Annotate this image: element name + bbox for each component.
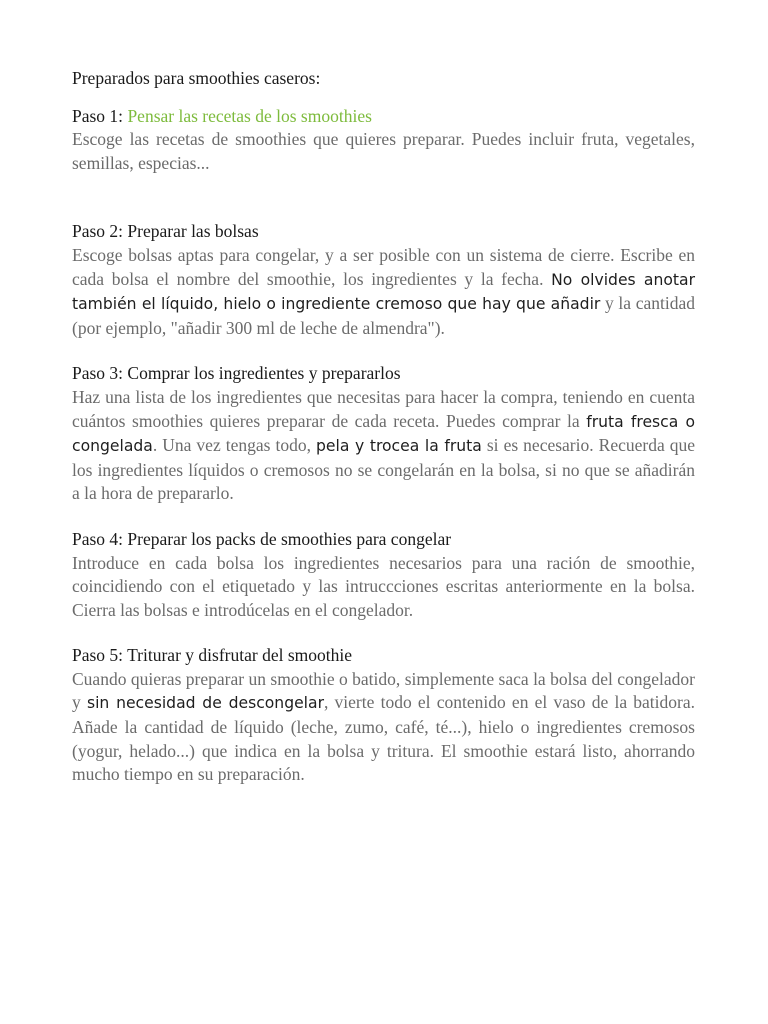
step-3-highlight-1: fruta fresca o congelada bbox=[72, 412, 695, 456]
step-1 bbox=[72, 105, 695, 176]
step-2-title: Paso 2: Preparar las bolsas bbox=[72, 221, 259, 242]
step-5-body bbox=[72, 668, 695, 787]
step-1-body bbox=[72, 128, 695, 175]
step-5-text-1: Cuando quieras preparar un smoothie o batido, simplemente saca la bolsa del congelador y bbox=[72, 668, 695, 713]
step-3-text-3: si es necesario. Recuerda que los ingredientes líquidos o cremosos no se congelarán en la bolsa, si no que se añadirán a la hora de prepararlo. bbox=[72, 435, 696, 504]
step-3-highlight-2: pela y trocea la fruta bbox=[316, 437, 482, 456]
step-2-text-2: y la cantidad (por ejemplo, "añadir 300 ml de leche de almendra"). bbox=[72, 293, 696, 338]
step-4-body bbox=[72, 552, 695, 623]
document-title: Preparados para smoothies caseros: bbox=[72, 68, 321, 88]
step-3-text-2: . Una vez tengas todo, bbox=[152, 435, 316, 456]
step-4-text: Introduce en cada bolsa los ingredientes necesarios para una ración de smoothie, coincidiendo con el etiquetado y las intruccciones escritas anteriormente en la bolsa. Cierra las bolsas e introdúcelas en el congelador. bbox=[72, 552, 695, 620]
step-5 bbox=[72, 644, 695, 787]
step-3 bbox=[72, 362, 695, 506]
step-1-title bbox=[72, 105, 695, 129]
step-4-title: Paso 4: Preparar los packs de smoothies para congelar bbox=[72, 528, 452, 549]
step-5-highlight: sin necesidad de descongelar bbox=[86, 694, 324, 713]
step-5-text-2: , vierte todo el contenido en el vaso de la batidora. Añade la cantidad de líquido (leche, zumo, café, té...), hielo o ingredientes cremosos (yogur, helado...) que indica en la bolsa y tritura. El smoothie estará listo, ahorrando mucho tiempo en su preparación. bbox=[72, 692, 696, 785]
step-4 bbox=[72, 528, 695, 622]
step-3-body bbox=[72, 386, 695, 506]
step-2-text-1: Escoge bolsas aptas para congelar, y a ser posible con un sistema de cierre. Escribe en cada bolsa el nombre del smoothie, los ingredientes y la fecha. bbox=[72, 244, 695, 289]
step-2-highlight: No olvides anotar también el líquido, hielo o ingrediente cremoso que hay que añadir bbox=[72, 270, 695, 314]
step-5-title: Paso 5: Triturar y disfrutar del smoothie bbox=[72, 645, 352, 666]
step-1-text: Escoge las recetas de smoothies que quieres preparar. Puedes incluir fruta, vegetales, semillas, especias... bbox=[72, 129, 695, 173]
document-page bbox=[72, 67, 695, 787]
step-1-label: Paso 1: bbox=[72, 105, 128, 126]
step-1-heading: Pensar las recetas de los smoothies bbox=[127, 105, 372, 126]
step-3-title: Paso 3: Comprar los ingredientes y prepararlos bbox=[72, 363, 401, 384]
step-3-text-1: Haz una lista de los ingredientes que necesitas para hacer la compra, teniendo en cuenta cuántos smoothies quieres preparar de cada receta. Puedes comprar la bbox=[72, 386, 695, 431]
step-2-body bbox=[72, 244, 695, 340]
step-2 bbox=[72, 220, 695, 340]
